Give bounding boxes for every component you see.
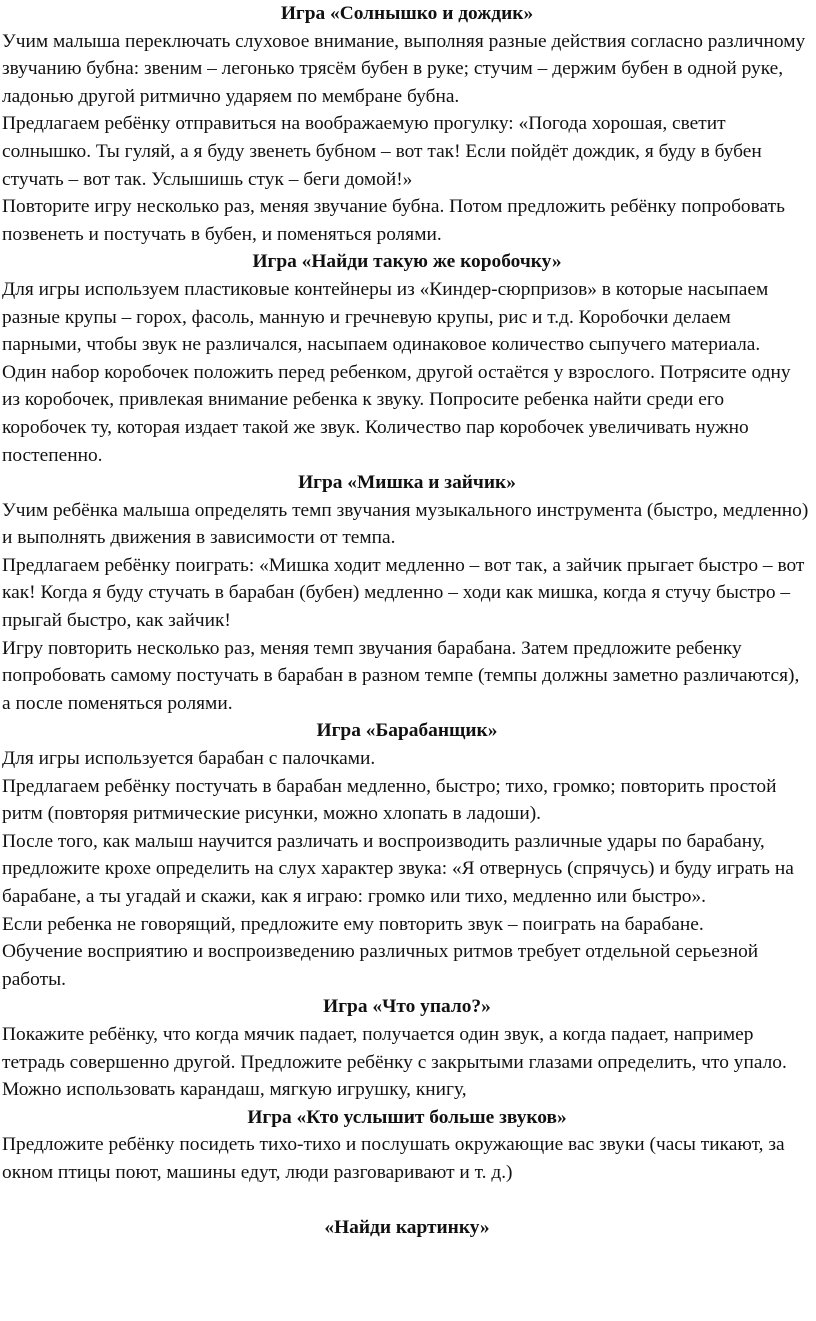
paragraph: Предлагаем ребёнку постучать в барабан медленно, быстро; тихо, громко; повторить простой ритм (повторяя ритмические рисунки, можно хлопать в ладоши). <box>2 775 777 825</box>
section-title: Игра «Барабанщик» <box>316 720 498 742</box>
paragraph: Для игры используем пластиковые контейнеры из «Киндер-сюрпризов» в которые насыпаем разные крупы – горох, фасоль, манную и гречневую крупы, рис и т.д. Коробочки делаем парными, чтобы звук не различался, насыпаем одинаковое количество сыпучего материала. <box>2 278 769 356</box>
section-find-picture <box>2 1214 812 1242</box>
paragraph: Покажите ребёнку, что когда мячик падает, получается один звук, а когда падает, например тетрадь совершенно другой. Предложите ребёнку с закрытыми глазами определить, что упало. Можно использовать карандаш, мягкую игрушку, книгу, <box>2 1023 787 1101</box>
section-title: «Найди картинку» <box>324 1217 490 1239</box>
paragraph: Если ребенка не говорящий, предложите ему повторить звук – поиграть на барабане. <box>2 913 704 935</box>
section-title: Игра «Солнышко и дождик» <box>280 3 534 24</box>
section-title: Игра «Найди такую же коробочку» <box>252 251 562 273</box>
paragraph: Повторите игру несколько раз, меняя звучание бубна. Потом предложить ребёнку попробовать позвенеть и постучать в бубен, и поменяться ролями. <box>2 196 785 245</box>
paragraph: Для игры используется барабан с палочками. <box>2 748 376 770</box>
section-what-fell <box>2 993 812 1103</box>
paragraph: Один набор коробочек положить перед ребенком, другой остаётся у взрослого. Потрясите одну из коробочек, привлекая внимание ребенка к звуку. Попросите ребенка найти среди его коробочек ту, которая издает такой же звук. Количество пар коробочек увеличивать нужно постепенно. <box>2 361 791 466</box>
paragraph: Игру повторить несколько раз, меняя темп звучания барабана. Затем предложите ребенку попробовать самому постучать в барабан в разном темпе (темпы должны заметно различаются), а после поменяться ролями. <box>2 637 800 714</box>
paragraph: Предложите ребёнку посидеть тихо-тихо и послушать окружающие вас звуки (часы тикают, за окном птицы поют, машины едут, люди разговаривают и т. д.) <box>2 1134 785 1183</box>
section-drummer <box>2 717 812 993</box>
paragraph: Учим малыша переключать слуховое внимание, выполняя разные действия согласно различному звучанию бубна: звеним – легонько трясём бубен в руке; стучим – держим бубен в одной руке, ладонью другой ритмично ударяем по мембране бубна. <box>2 30 806 107</box>
section-find-same-box <box>2 248 812 469</box>
paragraph: Предлагаем ребёнку отправиться на воображаемую прогулку: «Погода хорошая, светит солнышко. Ты гуляй, а я буду звенеть бубном – вот так! Если пойдёт дождик, я буду в бубен стучать – вот так. Услышишь стук – беги домой!» <box>2 113 762 190</box>
section-title: Игра «Мишка и зайчик» <box>298 472 516 494</box>
paragraph: Учим ребёнка малыша определять темп звучания музыкального инструмента (быстро, медленно) и выполнять движения в зависимости от темпа. <box>2 499 809 549</box>
blank-line <box>2 1187 812 1215</box>
section-title: Игра «Кто услышит больше звуков» <box>247 1106 567 1128</box>
paragraph: После того, как малыш научится различать и воспроизводить различные удары по барабану, предложите крохе определить на слух характер звука: «Я отвернусь (спрячусь) и буду играть на барабане, а ты угадай и скажи, как я играю: громко или тихо, медленно или быстро». <box>2 830 794 907</box>
paragraph: Обучение восприятию и воспроизведению различных ритмов требует отдельной серьезной работы. <box>2 941 759 990</box>
section-title: Игра «Что упало?» <box>323 996 491 1018</box>
section-sun-and-rain <box>2 0 812 248</box>
paragraph: Предлагаем ребёнку поиграть: «Мишка ходит медленно – вот так, а зайчик прыгает быстро – вот как! Когда я буду стучать в барабан (бубен) медленно – ходи как мишка, когда я стучу быстро – прыгай быстро, как зайчик! <box>2 554 805 632</box>
section-who-hears-more <box>2 1104 812 1187</box>
section-bear-and-bunny <box>2 469 812 717</box>
